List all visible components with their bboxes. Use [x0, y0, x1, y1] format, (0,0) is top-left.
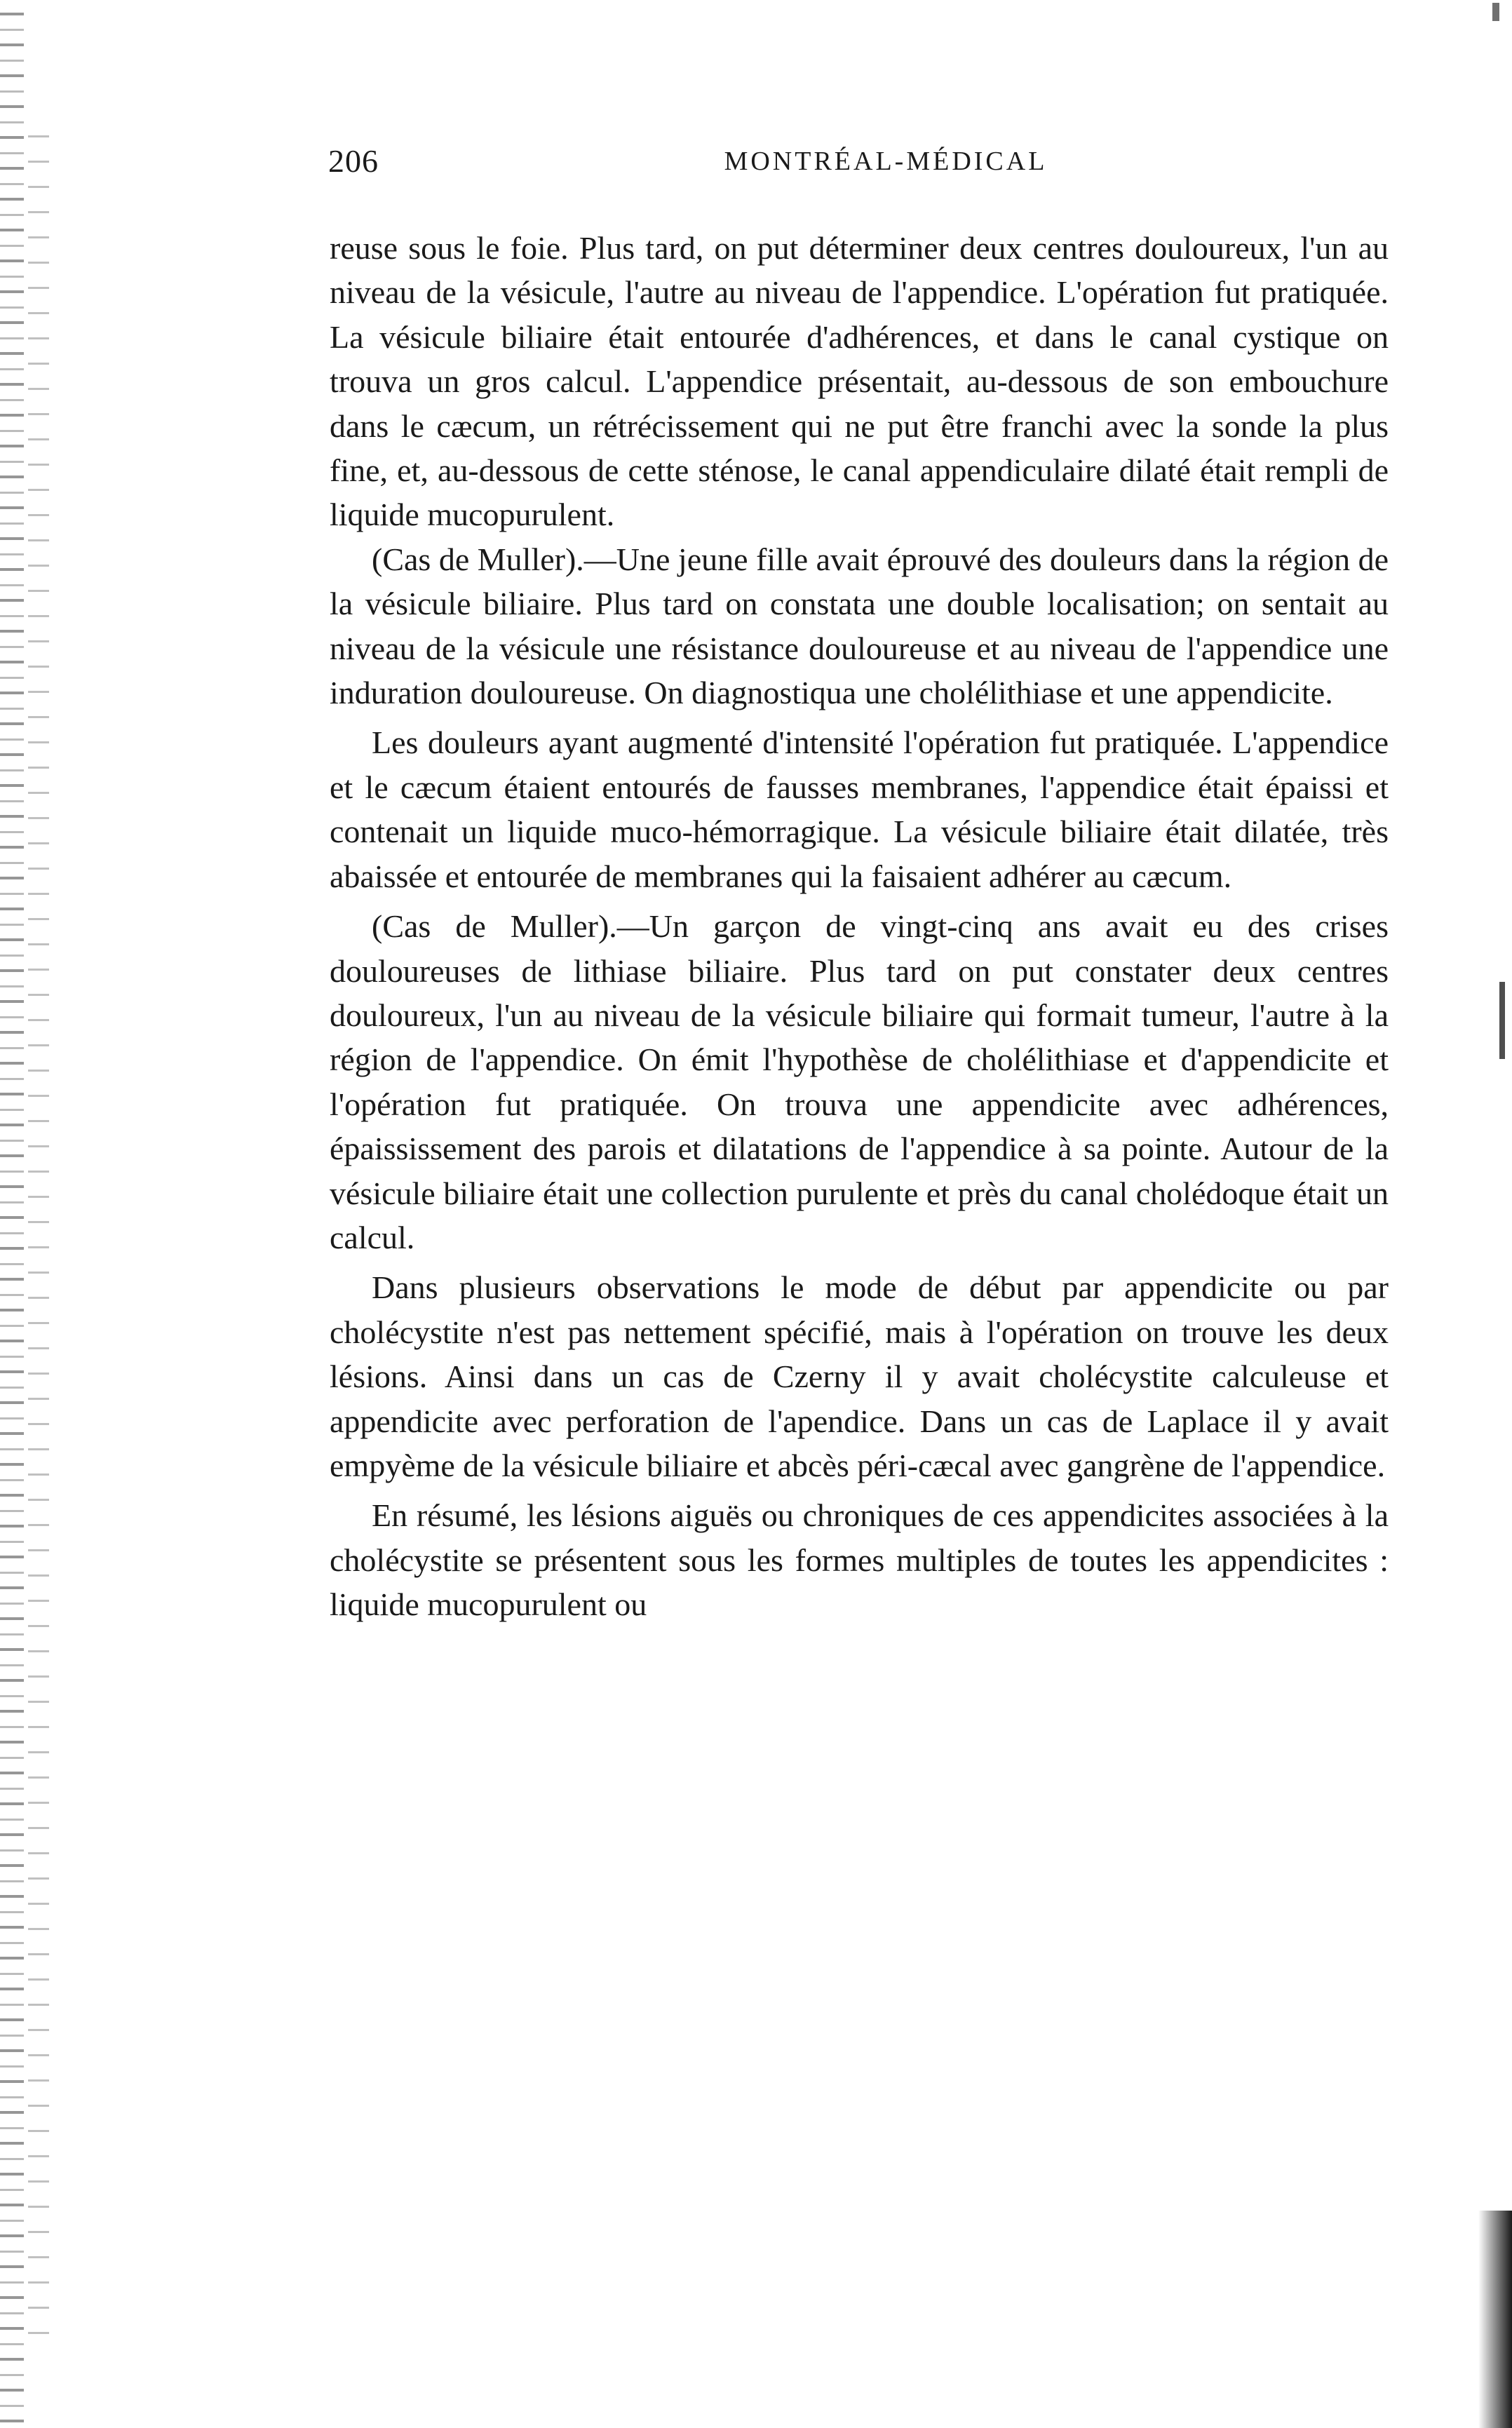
margin-mark [1499, 982, 1505, 1059]
scan-speck [1492, 3, 1499, 21]
paragraph-operation-1: Les douleurs ayant augmenté d'intensité l'opération fut pratiquée. L'appendice et le cæcum étaient entourés de fausses membranes, l'appendice était épaissi et contenait un liquide muco-hémorragique. La vésicule biliaire était dilatée, très abaissée et entourée de membranes qui la faisaient adhérer au cæcum. [330, 724, 1389, 894]
page-header [328, 140, 1401, 182]
paragraph-continuation: reuse sous le foie. Plus tard, on put déterminer deux centres douloureux, l'un au niveau de la vésicule, l'autre au niveau de l'appendice. L'opération fut pratiquée. La vésicule biliaire était entourée d'adhérences, et dans le canal cystique on trouva un gros calcul. L'appendice présentait, au-dessous de son embouchure dans le cæcum, un rétrécissement qui ne put être franchi avec la sonde la plus fine, et, au-dessous de cette sténose, le canal appendiculaire dilaté était rempli de liquide mucopurulent. [330, 230, 1389, 533]
paragraph-summary: En résumé, les lésions aiguës ou chroniques de ces appendicites associées à la cholécystite se présentent sous les formes multiples de toutes les appendicites : liquide mucopurulent ou [330, 1497, 1389, 1623]
running-head: MONTRÉAL-MÉDICAL [724, 147, 1048, 176]
gutter-noise-artifact [28, 112, 49, 2356]
body-text [330, 226, 1389, 1627]
page-number: 206 [328, 143, 379, 179]
paragraph-muller-case-1: (Cas de Muller).—Une jeune fille avait éprouvé des douleurs dans la région de la vésicule biliaire. Plus tard on constata une double localisation; on sentait au niveau de la vésicule une résistance douloureuse et au niveau de l'appendice une induration douloureuse. On diagnostiqua une cholélithiase et une appendicite. [330, 541, 1389, 711]
paragraph-muller-case-2: (Cas de Muller).—Un garçon de vingt-cinq ans avait eu des crises douloureuses de lithiase biliaire. Plus tard on put constater deux centres douloureux, l'un au niveau de la vésicule biliaire qui formait tumeur, l'autre à la région de l'appendice. On émit l'hypothèse de cholélithiase et d'appendicite et l'opération fut pratiquée. On trouva une appendicite avec adhérences, épaississement des parois et dilatations de l'appendice à sa pointe. Autour de la vésicule biliaire était une collection purulente et près du canal cholédoque était un calcul. [330, 908, 1389, 1255]
binding-edge-artifact [0, 0, 24, 2428]
paragraph-observations: Dans plusieurs observations le mode de début par appendicite ou par cholécystite n'est pas nettement spécifié, mais à l'opération on trouve les deux lésions. Ainsi dans un cas de Czerny il y avait cholécystite calculeuse et appendicite avec perforation de l'apendice. Dans un cas de Laplace il y avait empyème de la vésicule biliaire et abcès péri-cæcal avec gangrène de l'appendice. [330, 1269, 1389, 1483]
corner-smudge [1478, 2211, 1512, 2428]
